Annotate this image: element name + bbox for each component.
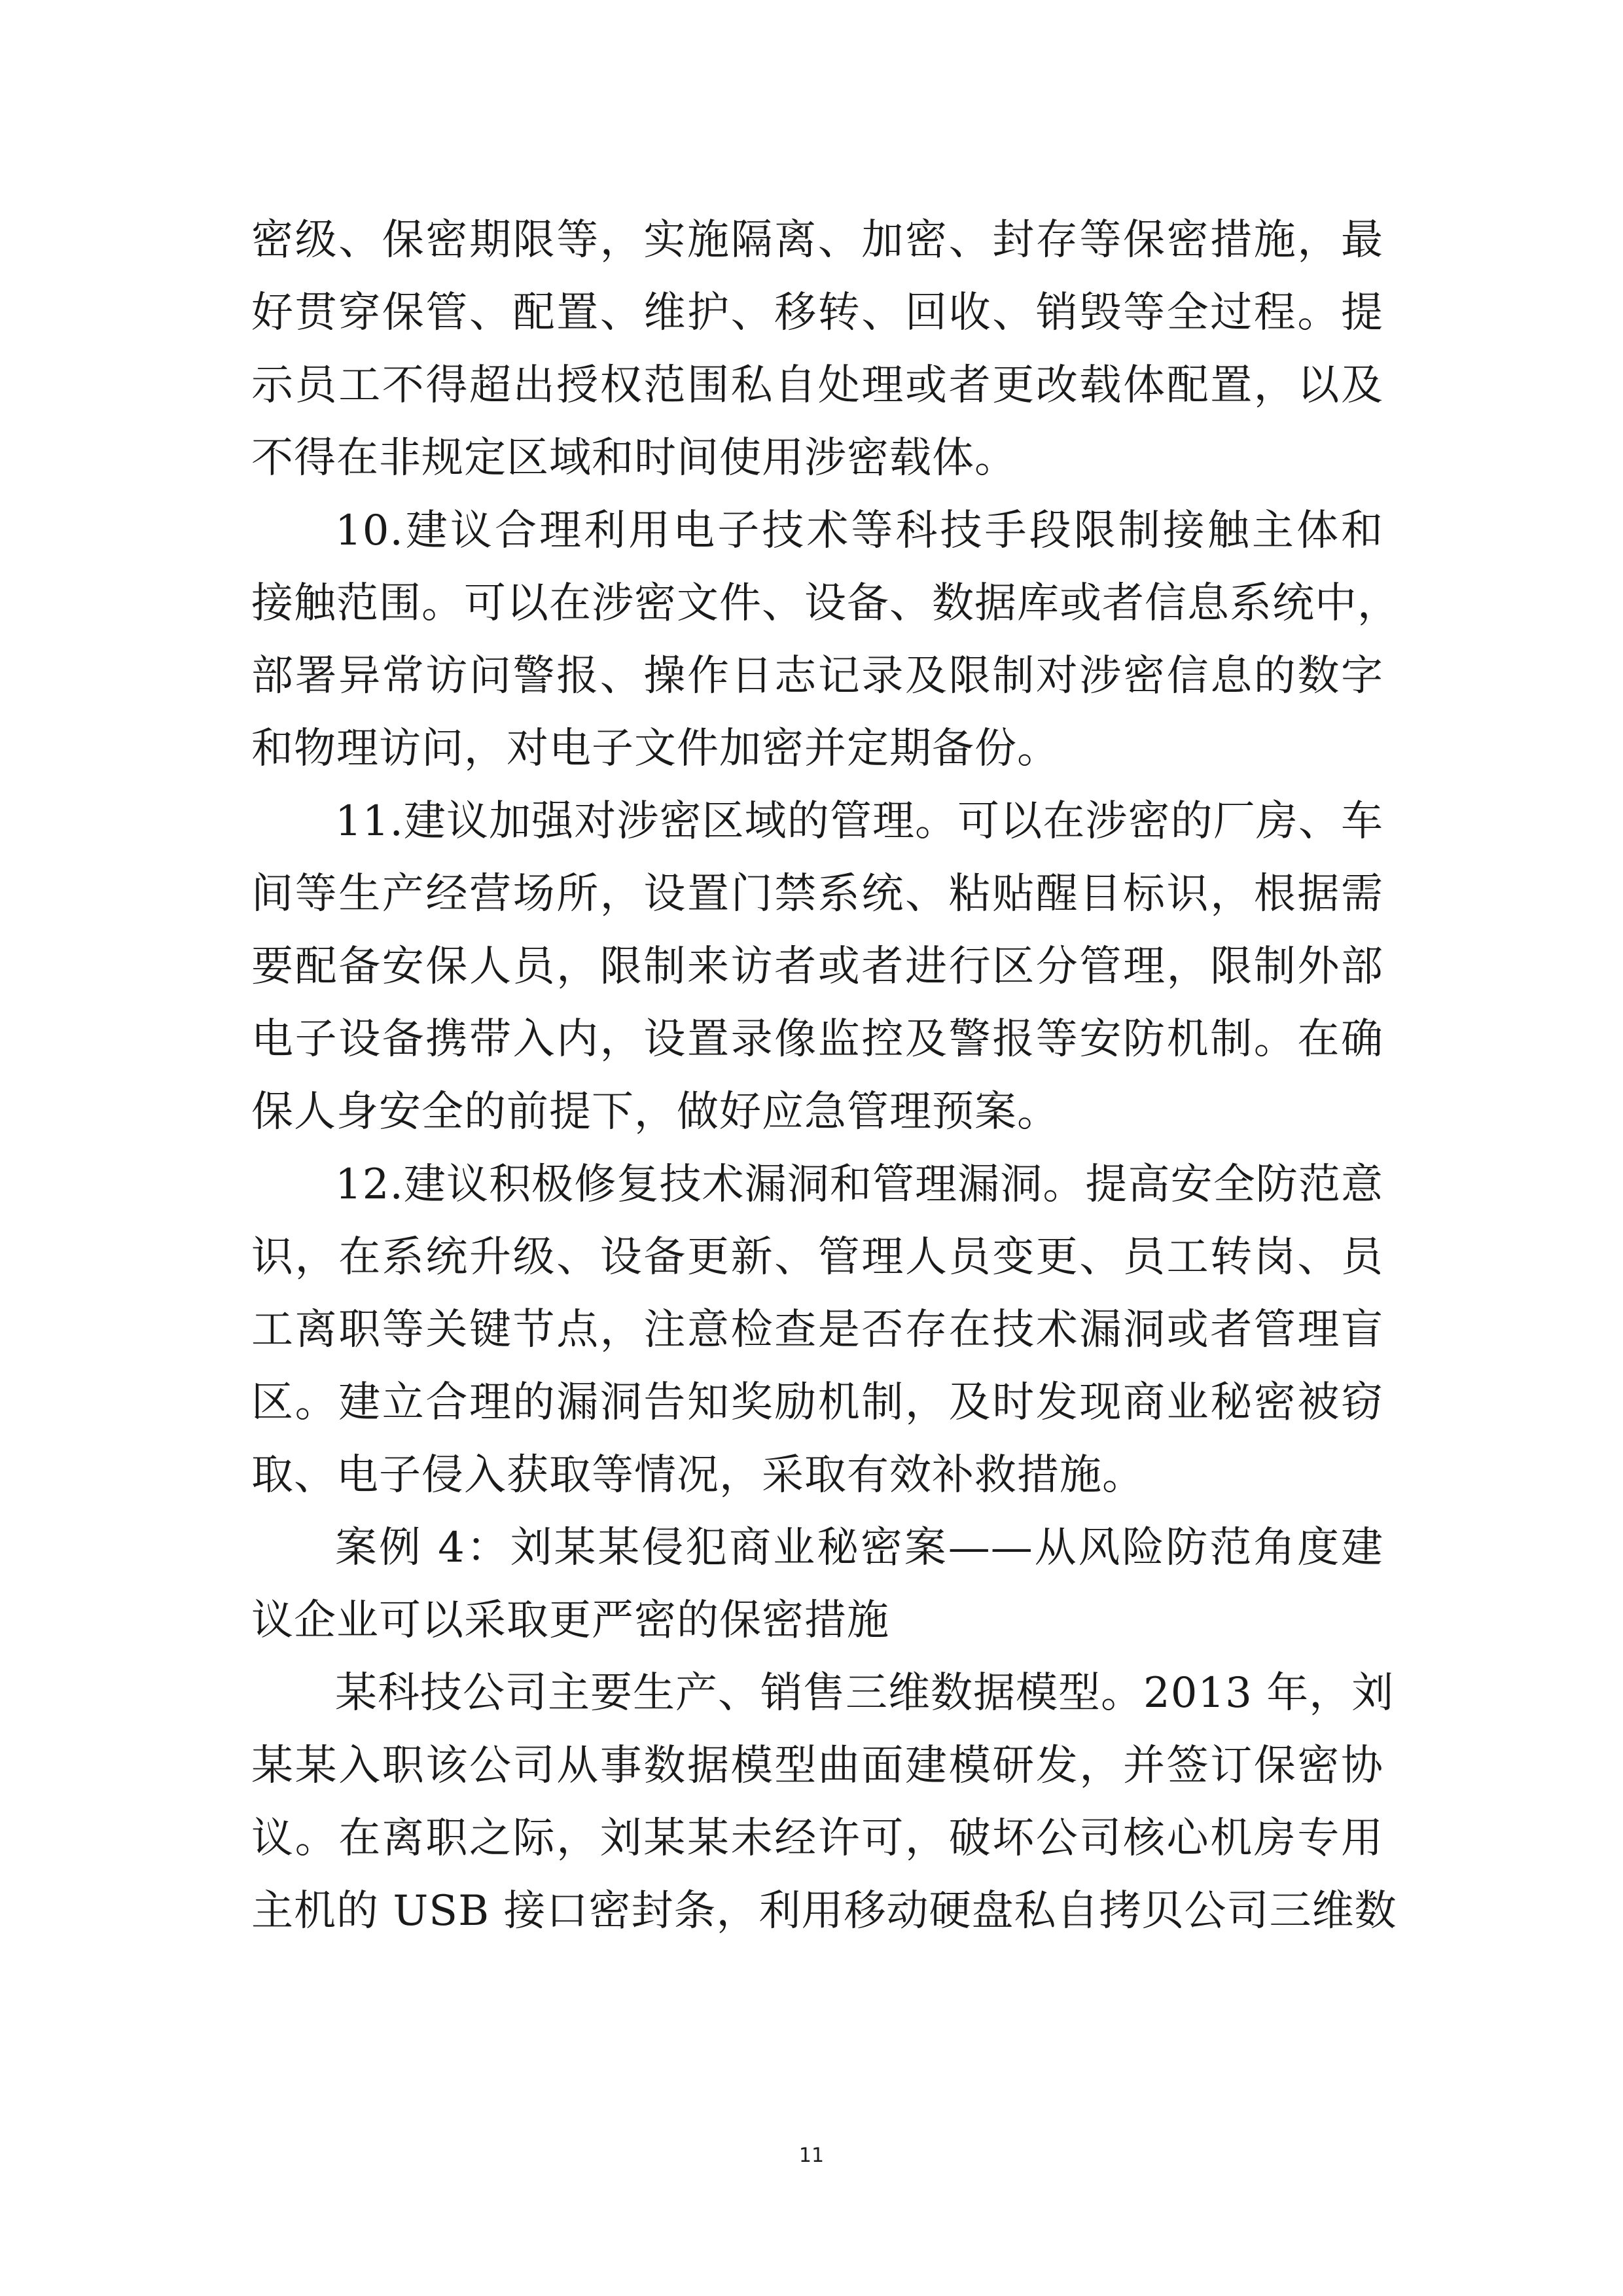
text-line: 取、电子侵入获取等情况，采取有效补救措施。 <box>251 1451 1145 1499</box>
text-line: 示员工不得超出授权范围私自处理或者更改载体配置，以及 <box>251 361 1383 410</box>
text-line: 某某入职该公司从事数据模型曲面建模研发，并签订保密协 <box>251 1742 1383 1790</box>
text-line: 保人身安全的前提下，做好应急管理预案。 <box>251 1088 1060 1136</box>
text-line: 和物理访问，对电子文件加密并定期备份。 <box>251 725 1060 773</box>
case-heading-line: 案例 4：刘某某侵犯商业秘密案——从风险防范角度建 <box>335 1524 1383 1572</box>
body-text <box>251 204 1400 1948</box>
case-heading-line: 议企业可以采取更严密的保密措施 <box>251 1596 889 1645</box>
text-line: 接触范围。可以在涉密文件、设备、数据库或者信息系统中， <box>251 579 1400 628</box>
text-line: 电子设备携带入内，设置录像监控及警报等安防机制。在确 <box>251 1015 1383 1064</box>
text-line: 部署异常访问警报、操作日志记录及限制对涉密信息的数字 <box>251 652 1383 700</box>
text-line: 议。在离职之际，刘某某未经许可，破坏公司核心机房专用 <box>251 1814 1383 1863</box>
text-line: 不得在非规定区域和时间使用涉密载体。 <box>251 434 1017 482</box>
text-line: 好贯穿保管、配置、维护、移转、回收、销毁等全过程。提 <box>251 289 1383 337</box>
text-line: 间等生产经营场所，设置门禁系统、粘贴醒目标识，根据需 <box>251 870 1383 918</box>
text-line: 工离职等关键节点，注意检查是否存在技术漏洞或者管理盲 <box>251 1306 1383 1354</box>
text-line: 11.建议加强对涉密区域的管理。可以在涉密的厂房、车 <box>335 797 1383 846</box>
text-line: 10.建议合理利用电子技术等科技手段限制接触主体和 <box>335 507 1383 555</box>
text-line: 某科技公司主要生产、销售三维数据模型。2013 年，刘 <box>335 1669 1395 1717</box>
text-line: 主机的 USB 接口密封条，利用移动硬盘私自拷贝公司三维数 <box>251 1887 1397 1935</box>
text-line: 密级、保密期限等，实施隔离、加密、封存等保密措施，最 <box>251 216 1383 264</box>
text-line: 12.建议积极修复技术漏洞和管理漏洞。提高安全防范意 <box>335 1160 1383 1209</box>
page-number: 11 <box>798 2144 825 2167</box>
text-line: 要配备安保人员，限制来访者或者进行区分管理，限制外部 <box>251 942 1383 991</box>
text-line: 区。建立合理的漏洞告知奖励机制，及时发现商业秘密被窃 <box>251 1378 1383 1427</box>
text-line: 识，在系统升级、设备更新、管理人员变更、员工转岗、员 <box>251 1233 1383 1282</box>
